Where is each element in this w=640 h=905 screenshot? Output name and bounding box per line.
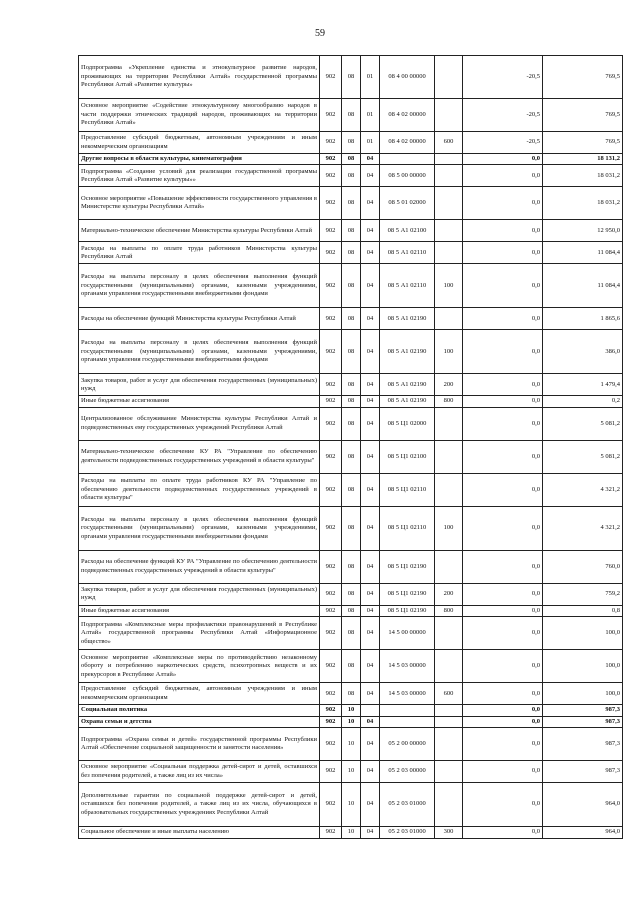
row-target-article: 08 5 Ц1 02190 xyxy=(380,583,435,605)
row-target-article: 14 5 03 00000 xyxy=(380,650,435,683)
row-change-amount: 0,0 xyxy=(463,264,543,308)
row-expense-type xyxy=(435,783,463,827)
row-name: Материально-техническое обеспечение КУ РА "Управление по обеспечению деятельности подведомственных государственных учреждений в области культуры" xyxy=(79,440,320,473)
table-row xyxy=(79,330,623,374)
table-row xyxy=(79,154,623,165)
row-subsection: 04 xyxy=(361,716,380,727)
row-change-amount: -20,5 xyxy=(463,56,543,99)
row-section: 08 xyxy=(342,99,361,132)
row-expense-type: 800 xyxy=(435,396,463,407)
row-ministry-code: 902 xyxy=(320,165,342,187)
row-target-article: 08 4 02 00000 xyxy=(380,132,435,154)
row-target-article: 08 4 02 00000 xyxy=(380,99,435,132)
row-expense-type xyxy=(435,242,463,264)
row-target-article: 08 5 А1 02190 xyxy=(380,374,435,396)
row-total-amount: 100,0 xyxy=(543,617,623,650)
row-subsection: 04 xyxy=(361,550,380,583)
row-target-article: 05 2 03 01000 xyxy=(380,783,435,827)
row-section: 08 xyxy=(342,56,361,99)
row-ministry-code: 902 xyxy=(320,605,342,616)
row-section: 08 xyxy=(342,374,361,396)
table-row xyxy=(79,187,623,220)
row-change-amount: 0,0 xyxy=(463,396,543,407)
row-expense-type: 600 xyxy=(435,132,463,154)
row-ministry-code: 902 xyxy=(320,761,342,783)
row-section: 08 xyxy=(342,550,361,583)
table-row xyxy=(79,440,623,473)
row-ministry-code: 902 xyxy=(320,374,342,396)
row-ministry-code: 902 xyxy=(320,783,342,827)
row-expense-type xyxy=(435,650,463,683)
row-target-article: 08 5 А1 02110 xyxy=(380,264,435,308)
row-target-article: 08 5 Ц1 02190 xyxy=(380,605,435,616)
row-expense-type xyxy=(435,617,463,650)
table-row xyxy=(79,705,623,716)
row-name: Другие вопросы в области культуры, кинематографии xyxy=(79,154,320,165)
row-expense-type: 200 xyxy=(435,583,463,605)
row-total-amount: 964,0 xyxy=(543,827,623,838)
row-section: 08 xyxy=(342,473,361,506)
row-expense-type xyxy=(435,187,463,220)
row-total-amount: 11 084,4 xyxy=(543,242,623,264)
row-subsection: 04 xyxy=(361,407,380,440)
row-change-amount: 0,0 xyxy=(463,308,543,330)
row-subsection: 01 xyxy=(361,99,380,132)
row-ministry-code: 902 xyxy=(320,617,342,650)
row-expense-type xyxy=(435,407,463,440)
row-subsection: 04 xyxy=(361,728,380,761)
row-target-article: 08 5 А1 02110 xyxy=(380,242,435,264)
row-name: Подпрограмма «Укрепление единства и этнокультурное развитие народов, проживающих на территории Республики Алтай» государственной программы Республики Алтай «Развитие культуры» xyxy=(79,56,320,99)
row-total-amount: 11 084,4 xyxy=(543,264,623,308)
row-total-amount: 769,5 xyxy=(543,132,623,154)
row-subsection: 04 xyxy=(361,242,380,264)
row-name: Социальная политика xyxy=(79,705,320,716)
row-section: 08 xyxy=(342,605,361,616)
row-change-amount: 0,0 xyxy=(463,705,543,716)
row-change-amount: 0,0 xyxy=(463,783,543,827)
row-name: Материально-техническое обеспечение Министерства культуры Республики Алтай xyxy=(79,220,320,242)
row-target-article: 08 5 Ц1 02110 xyxy=(380,506,435,550)
row-change-amount: 0,0 xyxy=(463,407,543,440)
row-name: Дополнительные гарантии по социальной поддержке детей-сирот и детей, оставшихся без попечения родителей, а также лиц из их числа, обучающихся в образовательных государственных учреждениях Республики Алтай xyxy=(79,783,320,827)
row-subsection: 04 xyxy=(361,187,380,220)
row-expense-type xyxy=(435,154,463,165)
row-expense-type: 200 xyxy=(435,374,463,396)
row-subsection: 04 xyxy=(361,683,380,705)
row-subsection: 04 xyxy=(361,617,380,650)
row-target-article: 08 5 Ц1 02190 xyxy=(380,550,435,583)
row-ministry-code: 902 xyxy=(320,330,342,374)
row-section: 08 xyxy=(342,440,361,473)
budget-table xyxy=(78,55,623,839)
row-section: 08 xyxy=(342,264,361,308)
row-ministry-code: 902 xyxy=(320,308,342,330)
row-change-amount: 0,0 xyxy=(463,187,543,220)
row-subsection: 04 xyxy=(361,506,380,550)
row-expense-type: 300 xyxy=(435,827,463,838)
row-total-amount: 12 950,0 xyxy=(543,220,623,242)
row-total-amount: 0,8 xyxy=(543,605,623,616)
row-section: 08 xyxy=(342,330,361,374)
row-expense-type xyxy=(435,473,463,506)
row-subsection: 04 xyxy=(361,154,380,165)
row-ministry-code: 902 xyxy=(320,154,342,165)
row-subsection: 04 xyxy=(361,165,380,187)
row-total-amount: 1 865,6 xyxy=(543,308,623,330)
row-section: 08 xyxy=(342,154,361,165)
row-target-article: 05 2 00 00000 xyxy=(380,728,435,761)
row-total-amount: 4 321,2 xyxy=(543,506,623,550)
row-change-amount: 0,0 xyxy=(463,374,543,396)
row-ministry-code: 902 xyxy=(320,132,342,154)
table-row xyxy=(79,716,623,727)
row-target-article: 08 5 А1 02100 xyxy=(380,220,435,242)
row-name: Основное мероприятие «Содействие этнокультурному многообразию народов в части поддержки этнических традиций народов, проживающих на территории Республики Алтай» xyxy=(79,99,320,132)
row-ministry-code: 902 xyxy=(320,242,342,264)
row-name: Иные бюджетные ассигнования xyxy=(79,605,320,616)
row-name: Основное мероприятие «Социальная поддержка детей-сирот и детей, оставшихся без попечения родителей, а также лиц из их числа» xyxy=(79,761,320,783)
row-subsection: 04 xyxy=(361,396,380,407)
row-change-amount: 0,0 xyxy=(463,605,543,616)
row-expense-type: 100 xyxy=(435,330,463,374)
row-change-amount: -20,5 xyxy=(463,99,543,132)
row-section: 08 xyxy=(342,132,361,154)
row-ministry-code: 902 xyxy=(320,99,342,132)
row-section: 10 xyxy=(342,783,361,827)
row-target-article: 08 5 А1 02190 xyxy=(380,396,435,407)
table-row xyxy=(79,264,623,308)
row-subsection: 04 xyxy=(361,308,380,330)
row-target-article: 05 2 03 01000 xyxy=(380,827,435,838)
row-target-article: 14 5 00 00000 xyxy=(380,617,435,650)
row-subsection: 04 xyxy=(361,220,380,242)
table-row xyxy=(79,827,623,838)
row-subsection: 04 xyxy=(361,473,380,506)
table-row xyxy=(79,550,623,583)
row-expense-type: 100 xyxy=(435,506,463,550)
row-target-article: 14 5 03 00000 xyxy=(380,683,435,705)
table-row xyxy=(79,605,623,616)
row-section: 08 xyxy=(342,506,361,550)
row-name: Расходы на выплаты персоналу в целях обеспечения выполнения функций государственными (муниципальными) органами, казенными учреждениями, органами управления государственными внебюджетными фондами xyxy=(79,264,320,308)
row-name: Расходы на обеспечение функций Министерства культуры Республики Алтай xyxy=(79,308,320,330)
row-total-amount: 18 031,2 xyxy=(543,165,623,187)
row-total-amount: 5 081,2 xyxy=(543,407,623,440)
row-total-amount: 0,2 xyxy=(543,396,623,407)
row-total-amount: 386,0 xyxy=(543,330,623,374)
row-change-amount: 0,0 xyxy=(463,827,543,838)
row-total-amount: 760,0 xyxy=(543,550,623,583)
row-expense-type xyxy=(435,308,463,330)
table-row xyxy=(79,242,623,264)
row-subsection: 04 xyxy=(361,264,380,308)
row-section: 10 xyxy=(342,705,361,716)
row-expense-type xyxy=(435,220,463,242)
row-ministry-code: 902 xyxy=(320,56,342,99)
table-row xyxy=(79,99,623,132)
row-change-amount: 0,0 xyxy=(463,728,543,761)
row-total-amount: 987,3 xyxy=(543,761,623,783)
row-subsection: 01 xyxy=(361,132,380,154)
row-total-amount: 100,0 xyxy=(543,683,623,705)
table-row xyxy=(79,473,623,506)
row-target-article: 08 5 Ц1 02110 xyxy=(380,473,435,506)
row-name: Закупка товаров, работ и услуг для обеспечения государственных (муниципальных) нужд xyxy=(79,583,320,605)
row-ministry-code: 902 xyxy=(320,650,342,683)
row-target-article: 08 5 А1 02190 xyxy=(380,330,435,374)
row-subsection: 04 xyxy=(361,761,380,783)
row-name: Централизованное обслуживание Министерства культуры Республики Алтай и подведомственных ему государственных учреждений Республики Алтай xyxy=(79,407,320,440)
row-change-amount: 0,0 xyxy=(463,330,543,374)
row-total-amount: 759,2 xyxy=(543,583,623,605)
row-subsection: 04 xyxy=(361,440,380,473)
row-name: Подпрограмма «Комплексные меры профилактики правонарушений в Республике Алтай» государственной программы Республики Алтай «Информационное общество» xyxy=(79,617,320,650)
row-target-article xyxy=(380,154,435,165)
table-row xyxy=(79,374,623,396)
table-row xyxy=(79,761,623,783)
row-ministry-code: 902 xyxy=(320,440,342,473)
row-target-article xyxy=(380,716,435,727)
row-name: Иные бюджетные ассигнования xyxy=(79,396,320,407)
row-expense-type xyxy=(435,716,463,727)
row-expense-type: 800 xyxy=(435,605,463,616)
row-name: Предоставление субсидий бюджетным, автономным учреждениям и иным некоммерческим организациям xyxy=(79,132,320,154)
row-total-amount: 18 031,2 xyxy=(543,187,623,220)
row-change-amount: 0,0 xyxy=(463,716,543,727)
row-expense-type xyxy=(435,550,463,583)
row-section: 10 xyxy=(342,716,361,727)
row-subsection: 01 xyxy=(361,56,380,99)
row-change-amount: 0,0 xyxy=(463,761,543,783)
row-section: 08 xyxy=(342,407,361,440)
row-change-amount: 0,0 xyxy=(463,506,543,550)
row-ministry-code: 902 xyxy=(320,264,342,308)
row-ministry-code: 902 xyxy=(320,407,342,440)
row-ministry-code: 902 xyxy=(320,827,342,838)
row-total-amount: 5 081,2 xyxy=(543,440,623,473)
table-row xyxy=(79,783,623,827)
row-section: 08 xyxy=(342,220,361,242)
row-subsection: 04 xyxy=(361,650,380,683)
row-ministry-code: 902 xyxy=(320,583,342,605)
row-subsection xyxy=(361,705,380,716)
row-expense-type xyxy=(435,56,463,99)
row-target-article: 05 2 03 00000 xyxy=(380,761,435,783)
row-expense-type: 100 xyxy=(435,264,463,308)
row-ministry-code: 902 xyxy=(320,550,342,583)
row-change-amount: 0,0 xyxy=(463,220,543,242)
table-row xyxy=(79,506,623,550)
row-section: 08 xyxy=(342,683,361,705)
row-target-article: 08 5 00 00000 xyxy=(380,165,435,187)
table-row xyxy=(79,583,623,605)
row-total-amount: 18 131,2 xyxy=(543,154,623,165)
table-row xyxy=(79,308,623,330)
row-target-article: 08 5 А1 02190 xyxy=(380,308,435,330)
table-row xyxy=(79,617,623,650)
row-ministry-code: 902 xyxy=(320,187,342,220)
row-target-article xyxy=(380,705,435,716)
row-expense-type xyxy=(435,440,463,473)
row-expense-type xyxy=(435,705,463,716)
row-change-amount: 0,0 xyxy=(463,154,543,165)
row-name: Подпрограмма «Охрана семьи и детей» государственной программы Республики Алтай «Обеспечение социальной защищенности и занятости населения» xyxy=(79,728,320,761)
row-total-amount: 769,5 xyxy=(543,56,623,99)
row-name: Расходы на выплаты по оплате труда работников Министерства культуры Республики Алтай xyxy=(79,242,320,264)
table-row xyxy=(79,56,623,99)
row-change-amount: 0,0 xyxy=(463,473,543,506)
table-row xyxy=(79,683,623,705)
row-section: 08 xyxy=(342,650,361,683)
row-total-amount: 987,3 xyxy=(543,728,623,761)
row-change-amount: -20,5 xyxy=(463,132,543,154)
table-row xyxy=(79,396,623,407)
row-ministry-code: 902 xyxy=(320,396,342,407)
row-total-amount: 964,0 xyxy=(543,783,623,827)
row-name: Основное мероприятие «Повышение эффективности государственного управления в Министерстве культуры Республики Алтай» xyxy=(79,187,320,220)
row-name: Предоставление субсидий бюджетным, автономным учреждениям и иным некоммерческим организациям xyxy=(79,683,320,705)
table-row xyxy=(79,650,623,683)
table-row xyxy=(79,728,623,761)
row-total-amount: 769,5 xyxy=(543,99,623,132)
row-target-article: 08 5 Ц1 02000 xyxy=(380,407,435,440)
row-total-amount: 987,3 xyxy=(543,716,623,727)
row-total-amount: 987,3 xyxy=(543,705,623,716)
row-name: Расходы на обеспечение функций КУ РА "Управление по обеспечению деятельности подведомственных государственных учреждений в области культуры" xyxy=(79,550,320,583)
row-name: Охрана семьи и детства xyxy=(79,716,320,727)
row-ministry-code: 902 xyxy=(320,728,342,761)
row-expense-type xyxy=(435,761,463,783)
table-row xyxy=(79,220,623,242)
row-section: 10 xyxy=(342,728,361,761)
row-ministry-code: 902 xyxy=(320,220,342,242)
row-subsection: 04 xyxy=(361,783,380,827)
row-section: 08 xyxy=(342,396,361,407)
row-ministry-code: 902 xyxy=(320,705,342,716)
row-section: 10 xyxy=(342,827,361,838)
row-change-amount: 0,0 xyxy=(463,583,543,605)
row-change-amount: 0,0 xyxy=(463,165,543,187)
page-number: 59 xyxy=(315,28,325,39)
row-subsection: 04 xyxy=(361,330,380,374)
row-expense-type: 600 xyxy=(435,683,463,705)
row-name: Подпрограмма «Создание условий для реализации государственной программы Республики Алтай «Развитие культуры»» xyxy=(79,165,320,187)
row-ministry-code: 902 xyxy=(320,716,342,727)
row-change-amount: 0,0 xyxy=(463,683,543,705)
row-total-amount: 100,0 xyxy=(543,650,623,683)
table-row xyxy=(79,132,623,154)
row-expense-type xyxy=(435,728,463,761)
row-total-amount: 4 321,2 xyxy=(543,473,623,506)
row-name: Социальное обеспечение и иные выплаты населению xyxy=(79,827,320,838)
row-total-amount: 1 479,4 xyxy=(543,374,623,396)
row-section: 08 xyxy=(342,583,361,605)
row-change-amount: 0,0 xyxy=(463,440,543,473)
row-subsection: 04 xyxy=(361,605,380,616)
row-expense-type xyxy=(435,99,463,132)
row-section: 08 xyxy=(342,187,361,220)
row-ministry-code: 902 xyxy=(320,506,342,550)
row-name: Расходы на выплаты по оплате труда работников КУ РА "Управление по обеспечению деятельности подведомственных государственных учреждений в области культуры" xyxy=(79,473,320,506)
row-name: Закупка товаров, работ и услуг для обеспечения государственных (муниципальных) нужд xyxy=(79,374,320,396)
table-row xyxy=(79,165,623,187)
row-section: 08 xyxy=(342,165,361,187)
row-name: Основное мероприятие «Комплексные меры по противодействию незаконному обороту и потреблению наркотических средств, психотропных веществ и их прекурсоров в Республике Алтай» xyxy=(79,650,320,683)
row-section: 08 xyxy=(342,242,361,264)
row-ministry-code: 902 xyxy=(320,473,342,506)
row-change-amount: 0,0 xyxy=(463,550,543,583)
row-section: 08 xyxy=(342,308,361,330)
row-change-amount: 0,0 xyxy=(463,650,543,683)
row-expense-type xyxy=(435,165,463,187)
row-subsection: 04 xyxy=(361,827,380,838)
row-ministry-code: 902 xyxy=(320,683,342,705)
row-subsection: 04 xyxy=(361,583,380,605)
row-change-amount: 0,0 xyxy=(463,617,543,650)
row-name: Расходы на выплаты персоналу в целях обеспечения выполнения функций государственными (муниципальными) органами, казенными учреждениями, органами управления государственными внебюджетными фондами xyxy=(79,506,320,550)
row-section: 10 xyxy=(342,761,361,783)
table-row xyxy=(79,407,623,440)
row-name: Расходы на выплаты персоналу в целях обеспечения выполнения функций государственными (муниципальными) органами, казенными учреждениями, органами управления государственными внебюджетными фондами xyxy=(79,330,320,374)
row-target-article: 08 4 00 00000 xyxy=(380,56,435,99)
row-target-article: 08 5 01 02000 xyxy=(380,187,435,220)
row-section: 08 xyxy=(342,617,361,650)
row-change-amount: 0,0 xyxy=(463,242,543,264)
row-target-article: 08 5 Ц1 02100 xyxy=(380,440,435,473)
row-subsection: 04 xyxy=(361,374,380,396)
